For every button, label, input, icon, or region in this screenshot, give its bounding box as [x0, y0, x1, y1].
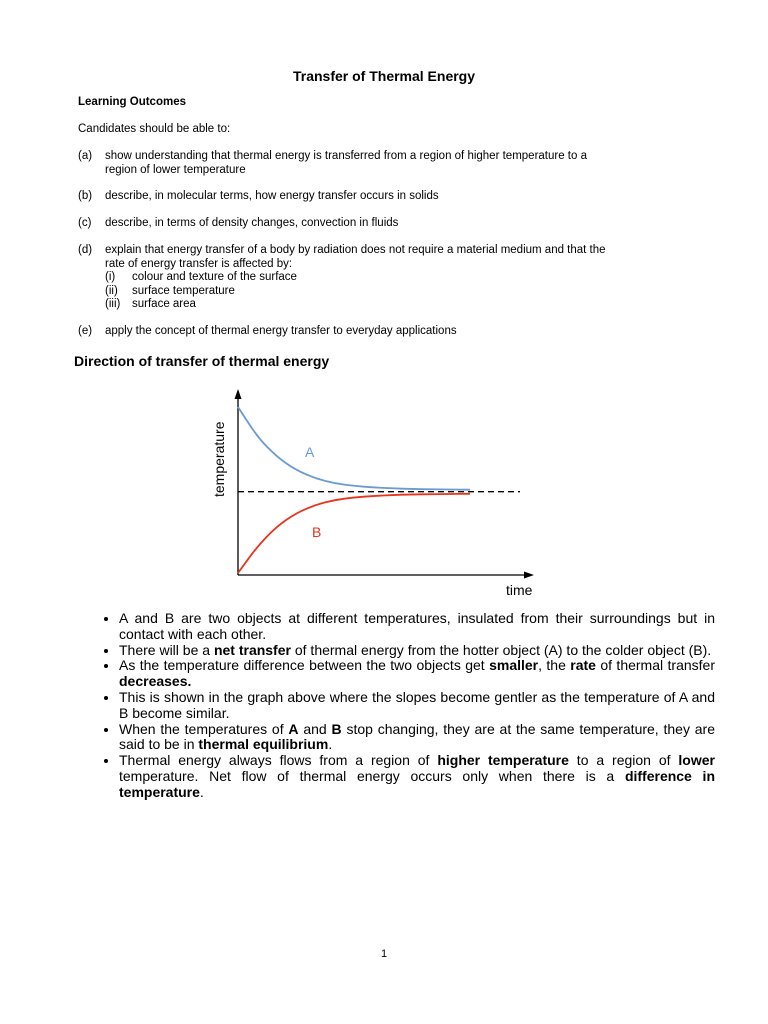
series-a-line	[238, 407, 470, 490]
bold-text: A	[288, 720, 299, 737]
text: stop changing, they are at the same temperature, they are said to be in	[119, 720, 715, 753]
subitem-label: (iii)	[105, 298, 121, 310]
text: of thermal transfer	[595, 657, 715, 674]
page-title: Transfer of Thermal Energy	[292, 68, 476, 84]
outcome-text: apply the concept of thermal energy transfer to everyday applications	[105, 325, 457, 337]
outcome-label: (d)	[78, 244, 93, 256]
bold-text: net transfer	[213, 641, 291, 658]
text: When the temperatures of	[119, 720, 289, 737]
text: Thermal energy always flows from a region of	[119, 752, 438, 769]
outcome-text: describe, in terms of density changes, convection in fluids	[105, 217, 399, 229]
bullet-item	[119, 658, 715, 690]
bullet-item	[119, 722, 715, 754]
text: , the	[538, 657, 571, 674]
outcome-label: (c)	[78, 217, 92, 229]
outcome-a	[78, 150, 678, 177]
outcome-e	[78, 325, 678, 339]
subitem-text: colour and texture of the surface	[132, 271, 297, 283]
bold-text: thermal equilibrium	[198, 736, 329, 753]
text: to a region of	[568, 752, 679, 769]
outcome-subitem	[105, 285, 678, 299]
bullet-list	[100, 611, 715, 801]
outcome-text: region of lower temperature	[105, 163, 246, 176]
subitem-text: surface area	[132, 298, 196, 310]
text: .	[199, 783, 204, 800]
outcome-c	[78, 217, 678, 231]
x-axis-arrow	[524, 572, 534, 579]
outcome-text: explain that energy transfer of a body by radiation does not require a material medium and that the	[105, 244, 606, 256]
outcome-subitem	[105, 271, 678, 285]
text: temperature. Net flow of thermal energy occurs only when there is a	[119, 767, 625, 784]
series-a-label: A	[305, 444, 315, 460]
bold-text: rate	[570, 657, 596, 674]
bullet-item	[119, 643, 715, 659]
text: of thermal energy from the hotter object (A) to the colder object (B).	[290, 641, 712, 658]
learning-outcomes-heading: Learning Outcomes	[78, 96, 186, 108]
text: and	[298, 720, 332, 737]
outcome-text: rate of energy transfer is affected by:	[105, 257, 293, 270]
bullet-item	[119, 753, 715, 800]
outcome-d	[78, 244, 678, 312]
bullet-item	[119, 611, 715, 643]
bullet-item	[119, 690, 715, 722]
text: .	[328, 736, 333, 753]
outcome-b	[78, 190, 678, 204]
outcome-label: (e)	[78, 325, 93, 337]
bold-text: decreases.	[119, 673, 192, 690]
bold-text: lower	[678, 752, 715, 769]
subitem-text: surface temperature	[132, 284, 235, 297]
subitem-label: (ii)	[105, 284, 118, 297]
text: As the temperature difference between the two objects get	[119, 657, 490, 674]
series-b-label: B	[312, 524, 322, 540]
outcome-text: describe, in molecular terms, how energy transfer occurs in solids	[105, 190, 439, 202]
outcome-text: show understanding that thermal energy is transferred from a region of higher temperature to a	[105, 150, 587, 162]
bold-text: B	[331, 720, 342, 737]
outcome-subitem	[105, 298, 678, 312]
series-b-line	[238, 494, 470, 573]
subitem-label: (i)	[105, 271, 116, 283]
y-axis-arrow	[235, 389, 242, 399]
learning-outcomes-intro: Candidates should be able to:	[78, 123, 231, 135]
y-axis-label: temperature	[211, 421, 227, 497]
text: This is shown in the graph above where the slopes become gentler as the temperature of A and B become similar.	[119, 688, 715, 721]
temperature-time-chart	[200, 385, 550, 600]
text: There will be a	[119, 641, 214, 658]
page-number: 1	[380, 948, 388, 960]
x-axis-label: time	[506, 582, 533, 598]
bold-text: higher temperature	[437, 752, 569, 769]
section-heading: Direction of transfer of thermal energy	[74, 353, 330, 369]
bold-text: smaller	[489, 657, 539, 674]
outcome-label: (a)	[78, 150, 93, 162]
outcome-label: (b)	[78, 190, 93, 202]
bold-text: difference in temperature	[119, 767, 715, 800]
text: A and B are two objects at different temperatures, insulated from their surroundings but in contact with each other.	[119, 610, 715, 642]
